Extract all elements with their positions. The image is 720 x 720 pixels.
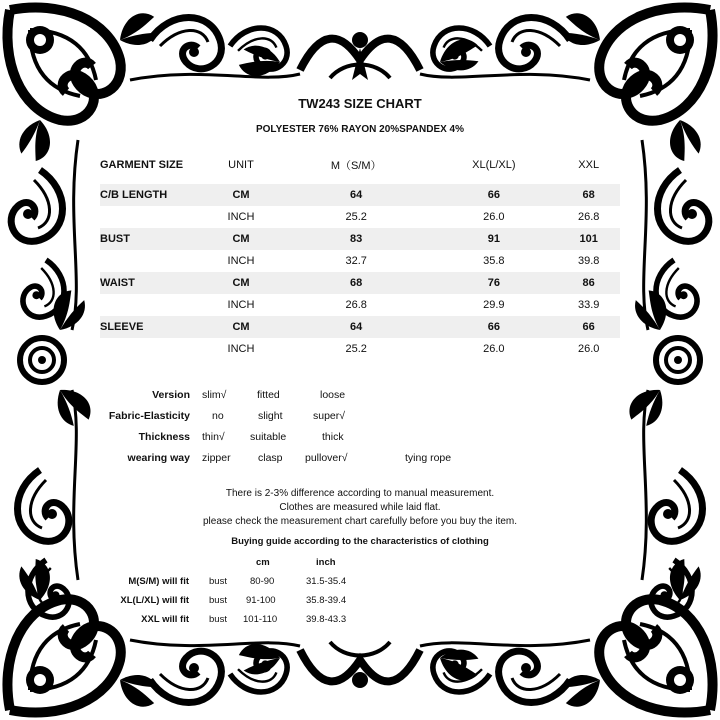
- attribute-option: clasp: [258, 452, 283, 464]
- attribute-option: suitable: [250, 431, 287, 443]
- value-cell: 29.9: [430, 294, 557, 316]
- unit-cell: INCH: [200, 294, 282, 316]
- note-line: Clothes are measured while laid flat.: [279, 502, 441, 513]
- value-cell: 86: [557, 272, 620, 294]
- buying-guide-inch: 31.5-35.4: [306, 576, 347, 587]
- attribute-option: thin√: [202, 431, 225, 443]
- table-row: [100, 272, 620, 294]
- table-header-row: [100, 146, 620, 184]
- unit-cell: INCH: [200, 338, 282, 360]
- note-line: please check the measurement chart carefully before you buy the item.: [202, 516, 518, 527]
- attribute-option: thick: [322, 431, 344, 443]
- buying-guide-cm: 101-110: [243, 614, 278, 625]
- unit-cell: INCH: [200, 206, 282, 228]
- value-cell: 68: [557, 184, 620, 206]
- row-category-empty: [100, 250, 200, 272]
- header-unit: UNIT: [228, 159, 254, 171]
- value-cell: 39.8: [557, 250, 620, 272]
- table-row: [100, 294, 620, 316]
- attribute-option: pullover√: [305, 452, 348, 464]
- size-chart-table: [100, 146, 620, 360]
- unit-cell: CM: [200, 272, 282, 294]
- attribute-option: tying rope: [405, 452, 452, 464]
- value-cell: 32.7: [282, 250, 430, 272]
- value-cell: 26.0: [557, 338, 620, 360]
- table-row: [100, 184, 620, 206]
- buying-guide-title: Buying guide according to the characteristics of clothing: [231, 536, 489, 547]
- buying-guide-cm: 80-90: [250, 576, 275, 587]
- value-cell: 26.8: [557, 206, 620, 228]
- value-cell: 91: [430, 228, 557, 250]
- value-cell: 64: [282, 184, 430, 206]
- attribute-option: super√: [313, 410, 346, 422]
- buying-guide-part: bust: [209, 595, 227, 606]
- value-cell: 26.0: [430, 206, 557, 228]
- value-cell: 66: [430, 316, 557, 338]
- table-row: [100, 228, 620, 250]
- unit-cell: CM: [200, 316, 282, 338]
- value-cell: 33.9: [557, 294, 620, 316]
- unit-cell: CM: [200, 184, 282, 206]
- material-composition: POLYESTER 76% RAYON 20%SPANDEX 4%: [255, 124, 465, 135]
- row-category: C/B LENGTH: [100, 184, 200, 206]
- buying-guide-inch: 39.8-43.3: [306, 614, 347, 625]
- table-row: [100, 206, 620, 228]
- table-row: [100, 316, 620, 338]
- value-cell: 83: [282, 228, 430, 250]
- value-cell: 35.8: [430, 250, 557, 272]
- attribute-label-version: Version: [152, 389, 190, 401]
- buying-guide-row-label: XXL will fit: [141, 614, 189, 625]
- table-row: [100, 338, 620, 360]
- header-garment-size: GARMENT SIZE: [100, 158, 184, 171]
- buying-guide-inch: 35.8-39.4: [306, 595, 347, 606]
- attribute-label-wearing-way: wearing way: [127, 452, 190, 464]
- attribute-option: slight: [258, 410, 283, 422]
- buying-guide-col-cm: cm: [256, 557, 270, 568]
- attribute-option: slim√: [202, 389, 227, 401]
- page-title: TW243 SIZE CHART: [298, 96, 422, 111]
- value-cell: 25.2: [282, 206, 430, 228]
- value-cell: 26.8: [282, 294, 430, 316]
- attribute-option: no: [212, 410, 224, 422]
- unit-cell: INCH: [200, 250, 282, 272]
- buying-guide-part: bust: [209, 576, 227, 587]
- header-size-xxl: XXL: [578, 159, 600, 171]
- header-size-xl: XL(L/XL): [472, 159, 516, 171]
- note-line: There is 2-3% difference according to manual measurement.: [225, 488, 495, 499]
- value-cell: 25.2: [282, 338, 430, 360]
- row-category: SLEEVE: [100, 316, 200, 338]
- buying-guide-cm: 91-100: [246, 595, 276, 606]
- value-cell: 101: [557, 228, 620, 250]
- row-category: WAIST: [100, 272, 200, 294]
- value-cell: 66: [557, 316, 620, 338]
- attribute-label-elasticity: Fabric-Elasticity: [108, 410, 190, 422]
- buying-guide-part: bust: [209, 614, 227, 625]
- attribute-option: loose: [320, 389, 346, 401]
- attribute-label-thickness: Thickness: [138, 431, 190, 443]
- buying-guide-row-label: M(S/M) will fit: [128, 576, 189, 587]
- table-row: [100, 250, 620, 272]
- header-size-m: M（S/M）: [330, 160, 382, 172]
- value-cell: 76: [430, 272, 557, 294]
- row-category-empty: [100, 294, 200, 316]
- row-category-empty: [100, 206, 200, 228]
- attribute-option: zipper: [202, 452, 231, 464]
- attribute-option: fitted: [257, 389, 280, 401]
- value-cell: 26.0: [430, 338, 557, 360]
- row-category-empty: [100, 338, 200, 360]
- value-cell: 68: [282, 272, 430, 294]
- buying-guide-col-inch: inch: [316, 557, 336, 568]
- unit-cell: CM: [200, 228, 282, 250]
- value-cell: 64: [282, 316, 430, 338]
- buying-guide-row-label: XL(L/XL) will fit: [120, 595, 189, 606]
- row-category: BUST: [100, 228, 200, 250]
- value-cell: 66: [430, 184, 557, 206]
